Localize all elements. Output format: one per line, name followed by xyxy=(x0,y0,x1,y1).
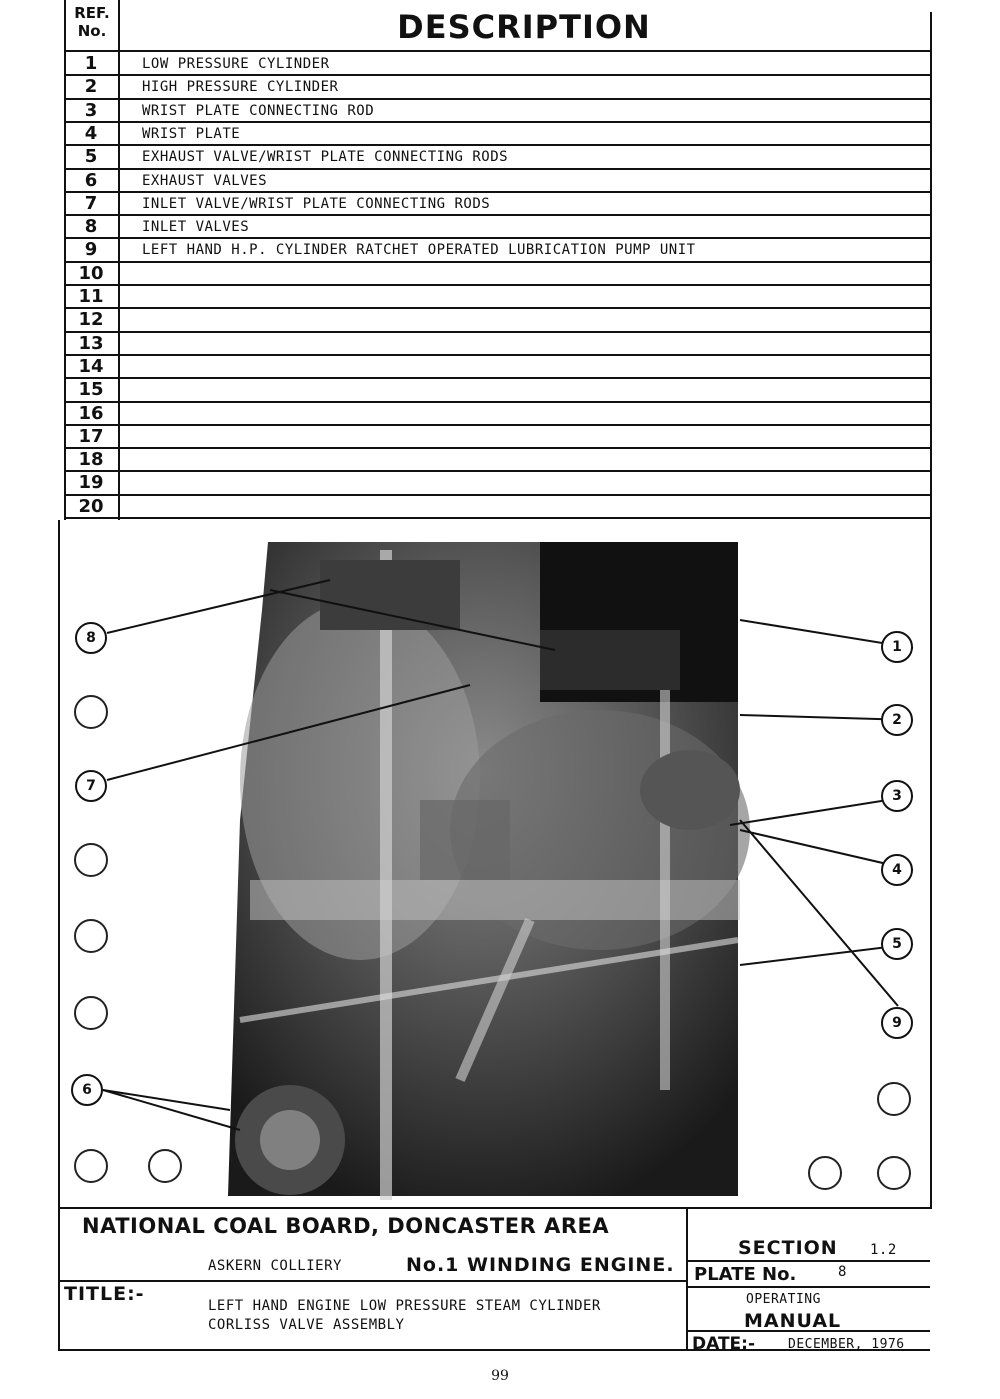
ref-number: 6 xyxy=(84,169,98,191)
row-rule xyxy=(64,401,932,403)
row-rule xyxy=(64,144,932,146)
colliery-name: ASKERN COLLIERY xyxy=(208,1258,342,1274)
callout-4: 4 xyxy=(881,854,913,886)
ref-no-header xyxy=(66,4,118,40)
row-description: EXHAUST VALVES xyxy=(142,172,268,189)
callout-3: 3 xyxy=(881,780,913,812)
row-rule xyxy=(64,470,932,472)
ref-number: 8 xyxy=(84,216,98,238)
ref-number: 3 xyxy=(84,99,98,121)
manual-label: MANUAL xyxy=(744,1310,842,1332)
callout-7: 7 xyxy=(75,770,107,802)
ref-number: 5 xyxy=(84,146,98,168)
row-rule xyxy=(64,214,932,216)
row-description: EXHAUST VALVE/WRIST PLATE CONNECTING RODS xyxy=(142,149,509,166)
binder-hole xyxy=(148,1149,182,1183)
date-value: DECEMBER, 1976 xyxy=(788,1337,905,1352)
ref-number: 16 xyxy=(78,402,104,424)
row-rule xyxy=(64,98,932,100)
callout-1: 1 xyxy=(881,631,913,663)
row-description: WRIST PLATE xyxy=(142,125,241,142)
section-label: SECTION xyxy=(738,1237,838,1259)
row-rule xyxy=(64,307,932,309)
drawing-title-line2: CORLISS VALVE ASSEMBLY xyxy=(208,1317,405,1333)
row-rule xyxy=(64,424,932,426)
title-label: TITLE:- xyxy=(64,1283,145,1305)
drawing-title-line1: LEFT HAND ENGINE LOW PRESSURE STEAM CYLINDER xyxy=(208,1298,601,1314)
row-rule xyxy=(64,331,932,333)
section-rule xyxy=(686,1260,930,1262)
binder-hole xyxy=(74,843,108,877)
row-description: HIGH PRESSURE CYLINDER xyxy=(142,79,339,96)
engine-photo-panel xyxy=(0,520,1000,1220)
plate-value: 8 xyxy=(838,1264,847,1280)
row-rule xyxy=(64,261,932,263)
row-description: INLET VALVE/WRIST PLATE CONNECTING RODS xyxy=(142,195,491,212)
row-description: LOW PRESSURE CYLINDER xyxy=(142,56,330,72)
binder-hole xyxy=(808,1156,842,1190)
title-divider-rule xyxy=(58,1280,686,1282)
binder-hole xyxy=(74,919,108,953)
row-rule xyxy=(64,284,932,286)
callout-8: 8 xyxy=(75,622,107,654)
ref-number: 15 xyxy=(78,379,104,401)
ref-number: 11 xyxy=(78,286,104,307)
engine-photograph xyxy=(228,542,750,1200)
callout-5: 5 xyxy=(881,928,913,960)
ref-number: 12 xyxy=(78,309,104,331)
row-description: INLET VALVES xyxy=(142,219,250,236)
ref-number: 10 xyxy=(78,262,104,284)
row-rule xyxy=(64,354,932,356)
ref-number: 9 xyxy=(84,239,98,261)
row-rule xyxy=(64,494,932,496)
page-number: 99 xyxy=(491,1368,509,1384)
row-rule xyxy=(64,447,932,449)
ref-number: 2 xyxy=(84,76,98,98)
ref-number: 17 xyxy=(78,425,104,447)
row-rule xyxy=(64,237,932,239)
organisation-name: NATIONAL COAL BOARD, DONCASTER AREA xyxy=(82,1214,610,1238)
header-rule xyxy=(64,50,932,52)
plate-rule xyxy=(686,1286,930,1288)
ref-label-bottom: No. xyxy=(77,22,107,40)
row-rule xyxy=(64,191,932,193)
description-header: DESCRIPTION xyxy=(397,8,651,46)
ref-number: 4 xyxy=(84,122,98,144)
section-value: 1.2 xyxy=(870,1242,897,1258)
binder-hole xyxy=(74,1149,108,1183)
row-description: WRIST PLATE CONNECTING ROD xyxy=(142,102,375,119)
plate-label: PLATE No. xyxy=(694,1264,797,1285)
ref-number: 18 xyxy=(78,449,104,471)
row-description: LEFT HAND H.P. CYLINDER RATCHET OPERATED LUBRICATION PUMP UNIT xyxy=(142,242,696,259)
row-rule xyxy=(64,121,932,123)
ref-number: 20 xyxy=(78,495,104,517)
callout-9: 9 xyxy=(881,1007,913,1039)
ref-label-top: REF. xyxy=(74,4,110,22)
row-rule xyxy=(64,377,932,379)
row-rule xyxy=(64,517,932,519)
binder-hole xyxy=(74,695,108,729)
ref-number: 1 xyxy=(84,53,98,74)
ref-number: 7 xyxy=(84,192,98,214)
callout-6: 6 xyxy=(71,1074,103,1106)
title-block-top-rule xyxy=(58,1207,932,1209)
binder-hole xyxy=(877,1082,911,1116)
row-rule xyxy=(64,74,932,76)
binder-hole xyxy=(877,1156,911,1190)
ref-number: 13 xyxy=(78,332,104,354)
operating-label: OPERATING xyxy=(746,1292,821,1307)
ref-number: 14 xyxy=(78,355,104,377)
engine-name: No.1 WINDING ENGINE. xyxy=(406,1254,675,1276)
callout-2: 2 xyxy=(881,704,913,736)
binder-hole xyxy=(74,996,108,1030)
date-label: DATE:- xyxy=(692,1334,756,1354)
ref-number: 19 xyxy=(78,472,104,494)
row-rule xyxy=(64,168,932,170)
